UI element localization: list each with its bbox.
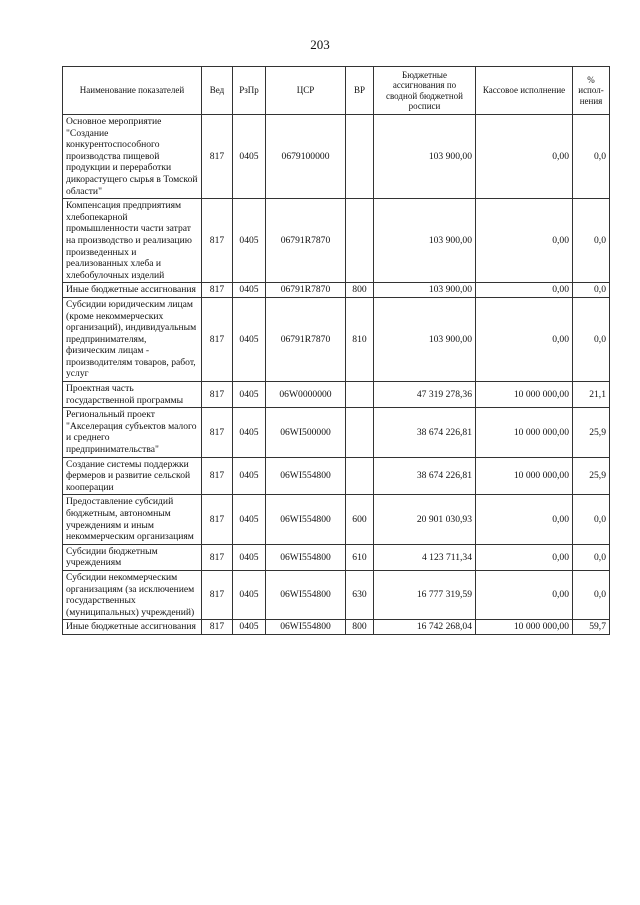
row-budget-cell: 38 674 226,81 xyxy=(374,408,476,457)
row-ved-cell: 817 xyxy=(202,283,233,298)
column-header-budget: Бюджетные ассигнования по сводной бюджетной росписи xyxy=(374,67,476,115)
row-rzpr-cell: 0405 xyxy=(233,620,266,635)
row-csr-cell: 0679100000 xyxy=(266,115,346,199)
row-csr-cell: 06791R7870 xyxy=(266,283,346,298)
row-ved-cell: 817 xyxy=(202,199,233,283)
row-cash-cell: 10 000 000,00 xyxy=(476,457,573,495)
row-ved-cell: 817 xyxy=(202,115,233,199)
row-rzpr-cell: 0405 xyxy=(233,297,266,381)
row-budget-cell: 103 900,00 xyxy=(374,199,476,283)
row-vr-cell xyxy=(346,199,374,283)
table-row xyxy=(63,382,610,408)
budget-execution-table xyxy=(62,66,610,635)
table-row xyxy=(63,199,610,283)
row-budget-cell: 20 901 030,93 xyxy=(374,495,476,544)
row-budget-cell: 4 123 711,34 xyxy=(374,544,476,570)
row-name-cell: Региональный проект "Акселерация субъектов малого и среднего предпринимательства" xyxy=(63,408,202,457)
row-rzpr-cell: 0405 xyxy=(233,457,266,495)
row-rzpr-cell: 0405 xyxy=(233,199,266,283)
row-vr-cell: 810 xyxy=(346,297,374,381)
row-vr-cell xyxy=(346,408,374,457)
row-csr-cell: 06WI554800 xyxy=(266,544,346,570)
row-name-cell: Субсидии некоммерческим организациям (за исключением государственных (муниципальных) учреждений) xyxy=(63,570,202,619)
row-cash-cell: 10 000 000,00 xyxy=(476,408,573,457)
row-ved-cell: 817 xyxy=(202,297,233,381)
row-percent-cell: 0,0 xyxy=(573,544,610,570)
table-row xyxy=(63,544,610,570)
row-ved-cell: 817 xyxy=(202,620,233,635)
row-percent-cell: 59,7 xyxy=(573,620,610,635)
row-csr-cell: 06WI554800 xyxy=(266,570,346,619)
row-ved-cell: 817 xyxy=(202,544,233,570)
row-vr-cell: 800 xyxy=(346,620,374,635)
table-body xyxy=(63,115,610,635)
row-ved-cell: 817 xyxy=(202,570,233,619)
row-percent-cell: 25,9 xyxy=(573,457,610,495)
table-row xyxy=(63,283,610,298)
row-name-cell: Компенсация предприятиям хлебопекарной промышленности части затрат на производство и реализацию произведенных и реализованных хлеба и хлебобулочных изделий xyxy=(63,199,202,283)
row-percent-cell: 21,1 xyxy=(573,382,610,408)
row-csr-cell: 06WI554800 xyxy=(266,495,346,544)
row-budget-cell: 16 777 319,59 xyxy=(374,570,476,619)
row-rzpr-cell: 0405 xyxy=(233,408,266,457)
row-percent-cell: 0,0 xyxy=(573,283,610,298)
row-percent-cell: 25,9 xyxy=(573,408,610,457)
column-header-percent: % испол-нения xyxy=(573,67,610,115)
table-row xyxy=(63,115,610,199)
column-header-csr: ЦСР xyxy=(266,67,346,115)
row-name-cell: Субсидии юридическим лицам (кроме некоммерческих организаций), индивидуальным предпринимателям, физическим лицам - производителям товаров, работ, услуг xyxy=(63,297,202,381)
row-ved-cell: 817 xyxy=(202,495,233,544)
column-header-vr: ВР xyxy=(346,67,374,115)
row-csr-cell: 06791R7870 xyxy=(266,297,346,381)
row-vr-cell xyxy=(346,382,374,408)
row-vr-cell: 630 xyxy=(346,570,374,619)
row-rzpr-cell: 0405 xyxy=(233,283,266,298)
row-cash-cell: 10 000 000,00 xyxy=(476,382,573,408)
row-rzpr-cell: 0405 xyxy=(233,115,266,199)
row-rzpr-cell: 0405 xyxy=(233,544,266,570)
row-ved-cell: 817 xyxy=(202,457,233,495)
row-rzpr-cell: 0405 xyxy=(233,382,266,408)
row-csr-cell: 06WI500000 xyxy=(266,408,346,457)
page-number: 203 xyxy=(310,37,330,52)
row-name-cell: Основное мероприятие "Создание конкурентоспособного производства пищевой продукции и переработки дикорастущего сырья в Томской области" xyxy=(63,115,202,199)
column-header-ved: Вед xyxy=(202,67,233,115)
row-cash-cell: 0,00 xyxy=(476,495,573,544)
table-row xyxy=(63,457,610,495)
row-budget-cell: 38 674 226,81 xyxy=(374,457,476,495)
row-csr-cell: 06WI554800 xyxy=(266,620,346,635)
row-ved-cell: 817 xyxy=(202,408,233,457)
row-rzpr-cell: 0405 xyxy=(233,495,266,544)
row-cash-cell: 0,00 xyxy=(476,544,573,570)
table-row xyxy=(63,495,610,544)
row-vr-cell: 800 xyxy=(346,283,374,298)
row-percent-cell: 0,0 xyxy=(573,199,610,283)
table-row xyxy=(63,297,610,381)
row-csr-cell: 06791R7870 xyxy=(266,199,346,283)
row-percent-cell: 0,0 xyxy=(573,495,610,544)
table-row xyxy=(63,620,610,635)
column-header-cash: Кассовое исполнение xyxy=(476,67,573,115)
row-budget-cell: 103 900,00 xyxy=(374,297,476,381)
row-vr-cell: 610 xyxy=(346,544,374,570)
row-budget-cell: 103 900,00 xyxy=(374,115,476,199)
row-cash-cell: 0,00 xyxy=(476,570,573,619)
row-budget-cell: 103 900,00 xyxy=(374,283,476,298)
column-header-rzpr: РзПр xyxy=(233,67,266,115)
table-header-row xyxy=(63,67,610,115)
row-name-cell: Иные бюджетные ассигнования xyxy=(63,620,202,635)
row-vr-cell xyxy=(346,115,374,199)
row-cash-cell: 0,00 xyxy=(476,297,573,381)
row-name-cell: Создание системы поддержки фермеров и развитие сельской кооперации xyxy=(63,457,202,495)
row-percent-cell: 0,0 xyxy=(573,570,610,619)
row-cash-cell: 0,00 xyxy=(476,283,573,298)
row-percent-cell: 0,0 xyxy=(573,297,610,381)
row-percent-cell: 0,0 xyxy=(573,115,610,199)
row-budget-cell: 47 319 278,36 xyxy=(374,382,476,408)
column-header-name: Наименование показателей xyxy=(63,67,202,115)
row-name-cell: Иные бюджетные ассигнования xyxy=(63,283,202,298)
row-name-cell: Проектная часть государственной программы xyxy=(63,382,202,408)
row-cash-cell: 0,00 xyxy=(476,115,573,199)
row-cash-cell: 10 000 000,00 xyxy=(476,620,573,635)
table-row xyxy=(63,570,610,619)
row-vr-cell xyxy=(346,457,374,495)
row-rzpr-cell: 0405 xyxy=(233,570,266,619)
row-csr-cell: 06W0000000 xyxy=(266,382,346,408)
row-budget-cell: 16 742 268,04 xyxy=(374,620,476,635)
table-row xyxy=(63,408,610,457)
row-ved-cell: 817 xyxy=(202,382,233,408)
row-cash-cell: 0,00 xyxy=(476,199,573,283)
row-name-cell: Предоставление субсидий бюджетным, автономным учреждениям и иным некоммерческим организациям xyxy=(63,495,202,544)
row-vr-cell: 600 xyxy=(346,495,374,544)
row-name-cell: Субсидии бюджетным учреждениям xyxy=(63,544,202,570)
row-csr-cell: 06WI554800 xyxy=(266,457,346,495)
